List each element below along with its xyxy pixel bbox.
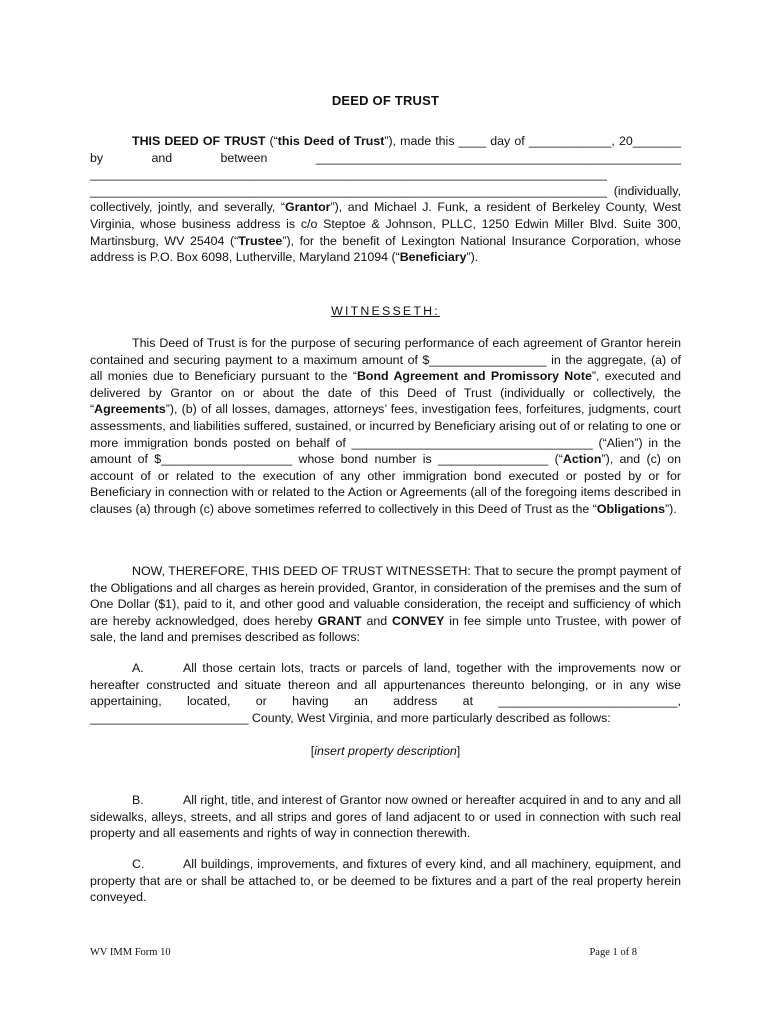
intro-after-trustee: ”), for the benefit of Lexington National Insurance Corporation, whose address is P.O. Box 6098, Lutherville, Maryland 21094 (“	[90, 233, 682, 265]
witnesseth-heading: WITNESSETH:	[331, 304, 440, 318]
document-page	[90, 0, 681, 1024]
grant-term: GRANT	[317, 613, 362, 628]
placeholder-open-bracket: [	[310, 744, 315, 758]
purpose-text-1: This Deed of Trust is for the purpose of securing performance of each agreement of Grantor herein contained and securing payment to a maximum amount of $_________________ in the aggregate, (a) of all monies due to Beneficiary pursuant to the “	[90, 336, 681, 384]
clause-b-text: All right, title, and interest of Grantor now owned or hereafter acquired in and to any and all sidewalks, alleys, streets, and all strips and gores of land adjacent to or used in connection with such real property and all easements and rights of way in connection therewith.	[90, 793, 681, 841]
now-therefore-paragraph	[90, 563, 681, 646]
clause-b-letter: B.	[132, 793, 144, 807]
clause-a-letter: A.	[132, 661, 144, 675]
intro-after-grantor: ”), and Michael J. Funk, a resident of Berkeley County, West Virginia, whose business address is c/o Steptoe & Johnson, PLLC, 1250 Edwin Miller Blvd. Suite 300, Martinsburg, WV 25404 (“	[90, 200, 681, 248]
convey-term: CONVEY	[392, 613, 445, 628]
purpose-text-2: ”, executed and delivered by Grantor on or about the date of this Deed of Trust (individually or collectively, the “	[90, 369, 681, 417]
agreements-term: Agreements	[94, 402, 166, 417]
obligations-term: Obligations	[596, 501, 666, 516]
now-therefore-text-1: NOW, THEREFORE, THIS DEED OF TRUST WITNESSETH: That to secure the prompt payment of the Obligations and all charges as herein provided, Grantor, in consideration of the premises and the sum of One Dollar ($1), paid to it, and other good and valuable consideration, the receipt and sufficiency of which are hereby acknowledged, does hereby	[90, 564, 681, 628]
now-therefore-text-2: in fee simple unto Trustee, with power of sale, the land and premises described as follows:	[90, 613, 681, 645]
clause-a	[90, 660, 681, 726]
clause-b	[90, 792, 681, 842]
purpose-text-5: ”).	[665, 501, 677, 516]
action-term: Action	[562, 452, 602, 467]
property-description-placeholder	[90, 743, 681, 760]
intro-after-beneficiary: ”).	[466, 250, 479, 265]
intro-lead-bold2: this Deed of Trust	[277, 134, 385, 148]
intro-paragraph	[90, 133, 681, 266]
purpose-text-3: ”), (b) of all losses, damages, attorneys’ fees, investigation fees, forfeitures, judgments, court assessments, and liabilities suffered, sustained, or incurred by Beneficiary arising out of or relating to one or more immigration bonds posted on behalf of ___________________________________ (“Alien”) in the amount of $___________________ whose bond number is ________________ (“	[90, 402, 681, 467]
intro-lead-open: (“	[265, 134, 278, 148]
clause-a-text: All those certain lots, tracts or parcels of land, together with the improvements now or hereafter constructed and situate thereon and all appurtenances thereunto belonging, or in any wise appertaining, located, or having an address at __________________________, _______________________ County, West Virginia, and more particularly described as follows:	[90, 661, 681, 725]
footer-page-number: Page 1 of 8	[589, 947, 637, 958]
beneficiary-term: Beneficiary	[399, 250, 467, 265]
trustee-term: Trustee	[238, 233, 283, 248]
clause-c	[90, 856, 681, 906]
clause-c-text: All buildings, improvements, and fixtures of every kind, and all machinery, equipment, and property that are or shall be attached to, or be deemed to be fixtures and a part of the real property herein conveyed.	[90, 857, 681, 905]
purpose-text-4: ”), and (c) on account of or related to the execution of any other immigration bond executed or posted by or for Beneficiary in connection with or related to the Action or Agreements (all of the foregoing items described in clauses (a) through (c) above sometimes referred to collectively in this Deed of Trust as the “	[90, 452, 681, 516]
intro-lead-rest: ”), made this ____ day of ____________, 20_______ by and between _____________________________________________________ ___________________________________________________________________________ ___________________________________________________________________________ (individually, collectively, jointly, and severally, “	[90, 134, 681, 215]
purpose-paragraph	[90, 335, 681, 518]
clause-c-letter: C.	[132, 857, 145, 871]
document-title: DEED OF TRUST	[331, 93, 440, 108]
intro-lead-bold: THIS DEED OF TRUST	[132, 134, 266, 148]
placeholder-text: insert property description	[314, 744, 457, 758]
grantor-term: Grantor	[285, 200, 331, 215]
bond-agreement-term: Bond Agreement and Promissory Note	[356, 369, 592, 384]
footer-form-name: WV IMM Form 10	[90, 947, 171, 958]
placeholder-close-bracket: ]	[456, 744, 461, 758]
and-text: and	[361, 613, 393, 628]
